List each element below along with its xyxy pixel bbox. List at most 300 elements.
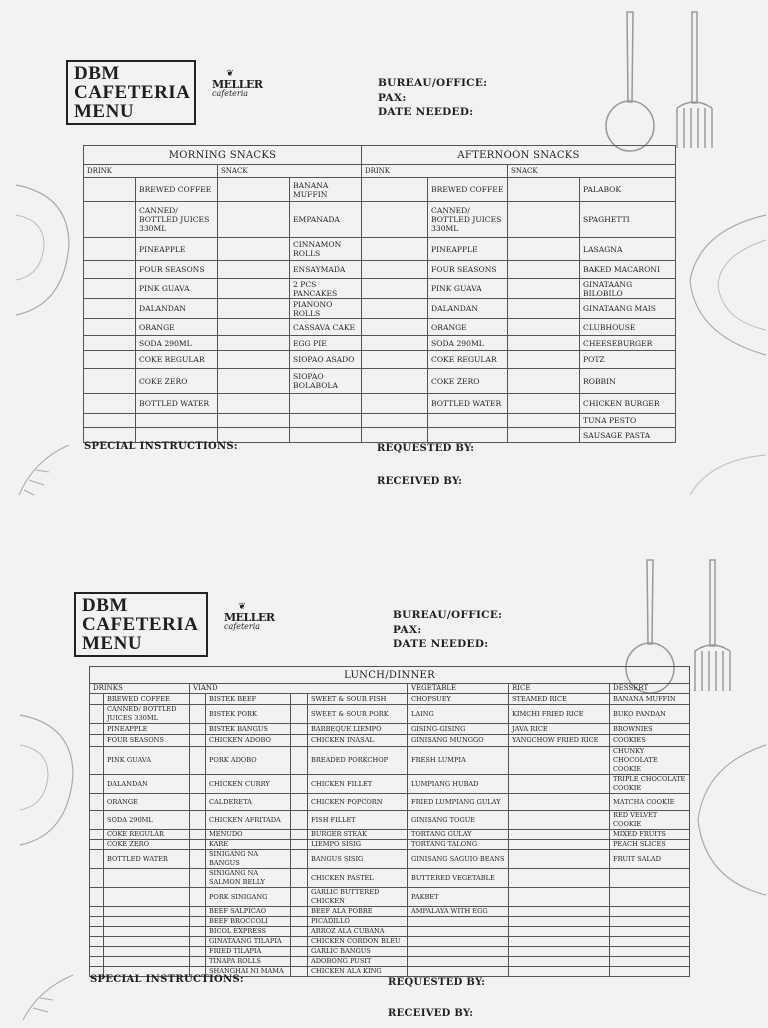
- drink-subheader: DRINK: [362, 165, 508, 178]
- checkbox-cell[interactable]: [90, 907, 104, 917]
- viand-item: ARROZ ALA CUBANA: [308, 927, 408, 937]
- rice-item: [509, 850, 610, 869]
- checkbox-cell[interactable]: [508, 394, 580, 414]
- viand-item: BEEF BROCCOLI: [206, 917, 291, 927]
- vegetable-item: [408, 947, 509, 957]
- vegetable-item: [408, 957, 509, 967]
- afternoon-snack: BAKED MACARONI: [580, 261, 676, 279]
- special-instructions-label: SPECIAL INSTRUCTIONS:: [84, 441, 238, 452]
- received-by-label: RECEIVED BY:: [388, 1008, 474, 1019]
- checkbox-cell[interactable]: [84, 394, 136, 414]
- cafeteria-logo: ❦ MELLER cafeteria: [212, 69, 263, 98]
- viand-item: BARBEQUE LIEMPO: [308, 724, 408, 735]
- checkbox-cell[interactable]: [508, 428, 580, 443]
- vegetable-item: GINISANG SAGUIO BEANS: [408, 850, 509, 869]
- checkbox-cell[interactable]: [291, 811, 308, 830]
- checkbox-cell[interactable]: [90, 705, 104, 724]
- table-row: [84, 351, 676, 369]
- checkbox-cell[interactable]: [190, 735, 206, 747]
- checkbox-cell[interactable]: [291, 794, 308, 811]
- table-row: [90, 907, 690, 917]
- afternoon-drink: ORANGE: [428, 319, 508, 336]
- viand-item: CHICKEN ALA KING: [308, 967, 408, 977]
- rice-item: [509, 840, 610, 850]
- afternoon-snack: LASAGNA: [580, 238, 676, 261]
- dessert-item: [610, 957, 690, 967]
- checkbox-cell[interactable]: [84, 336, 136, 351]
- table-row: [84, 414, 676, 428]
- checkbox-cell[interactable]: [190, 927, 206, 937]
- vegetable-item: FRESH LUMPIA: [408, 747, 509, 775]
- drink-item: [104, 947, 190, 957]
- viand-item: KARE: [206, 840, 291, 850]
- checkbox-cell[interactable]: [508, 336, 580, 351]
- checkbox-cell[interactable]: [291, 724, 308, 735]
- checkbox-cell[interactable]: [84, 369, 136, 394]
- viand-item: SWEET & SOUR FISH: [308, 694, 408, 705]
- rice-item: [509, 747, 610, 775]
- rice-item: [509, 927, 610, 937]
- checkbox-cell[interactable]: [84, 319, 136, 336]
- checkbox-cell[interactable]: [291, 917, 308, 927]
- viand-item: BISTEK BANGUS: [206, 724, 291, 735]
- afternoon-snack: GINATAANG BILOBILO: [580, 279, 676, 299]
- checkbox-cell[interactable]: [291, 830, 308, 840]
- dessert-item: BROWNIES: [610, 724, 690, 735]
- checkbox-cell[interactable]: [218, 336, 290, 351]
- afternoon-snack: CLUBHOUSE: [580, 319, 676, 336]
- dessert-item: [610, 869, 690, 888]
- viand-item: FISH FILLET: [308, 811, 408, 830]
- table-row: [90, 694, 690, 705]
- egg-sketch-icon: [18, 705, 78, 859]
- checkbox-cell[interactable]: [90, 869, 104, 888]
- dessert-item: [610, 967, 690, 977]
- checkbox-cell[interactable]: [508, 279, 580, 299]
- table-row: [84, 202, 676, 238]
- viand-item: MENUDO: [206, 830, 291, 840]
- drink-item: FOUR SEASONS: [104, 735, 190, 747]
- afternoon-drink: SODA 290ML: [428, 336, 508, 351]
- vegetable-item: [408, 937, 509, 947]
- plate-sketch-icon: [680, 445, 768, 509]
- morning-drink: PINEAPPLE: [136, 238, 218, 261]
- table-row: [90, 957, 690, 967]
- vegetable-item: TORTANG TALONG: [408, 840, 509, 850]
- checkbox-cell[interactable]: [84, 261, 136, 279]
- checkbox-cell[interactable]: [90, 811, 104, 830]
- viand-item: CALDERETA: [206, 794, 291, 811]
- checkbox-cell[interactable]: [190, 947, 206, 957]
- checkbox-cell[interactable]: [508, 202, 580, 238]
- table-row: [90, 735, 690, 747]
- checkbox-cell[interactable]: [218, 178, 290, 202]
- checkbox-cell[interactable]: [218, 238, 290, 261]
- dessert-item: BUKO PANDAN: [610, 705, 690, 724]
- checkbox-cell[interactable]: [291, 907, 308, 917]
- checkbox-cell[interactable]: [90, 794, 104, 811]
- vegetable-item: CHOPSUEY: [408, 694, 509, 705]
- snacks-table: [83, 145, 676, 443]
- morning-snack: SIOPAO ASADO: [290, 351, 362, 369]
- morning-snack: EGG PIE: [290, 336, 362, 351]
- checkbox-cell[interactable]: [508, 319, 580, 336]
- checkbox-cell[interactable]: [90, 747, 104, 775]
- dessert-item: RED VELVET COOKIE: [610, 811, 690, 830]
- checkbox-cell[interactable]: [190, 811, 206, 830]
- morning-drink: BOTTLED WATER: [136, 394, 218, 414]
- morning-drink: SODA 290ML: [136, 336, 218, 351]
- checkbox-cell[interactable]: [190, 830, 206, 840]
- checkbox-cell[interactable]: [218, 299, 290, 319]
- drink-item: SODA 290ML: [104, 811, 190, 830]
- morning-snack: [290, 414, 362, 428]
- order-meta: [378, 76, 487, 120]
- afternoon-drink: COKE REGULAR: [428, 351, 508, 369]
- title-line: CAFETERIA: [74, 82, 191, 103]
- vegetable-item: GINISANG MUNGGO: [408, 735, 509, 747]
- checkbox-cell[interactable]: [362, 279, 428, 299]
- afternoon-snack: POTZ: [580, 351, 676, 369]
- checkbox-cell[interactable]: [291, 888, 308, 907]
- bread-sketch-icon: [690, 740, 768, 904]
- pax-label: PAX:: [378, 91, 407, 104]
- fork-icon: [690, 556, 735, 696]
- checkbox-cell[interactable]: [291, 735, 308, 747]
- checkbox-cell[interactable]: [90, 947, 104, 957]
- table-row: [90, 811, 690, 830]
- checkbox-cell[interactable]: [291, 957, 308, 967]
- rice-item: STEAMED RICE: [509, 694, 610, 705]
- drink-item: [104, 937, 190, 947]
- checkbox-cell[interactable]: [508, 238, 580, 261]
- viand-item: BISTEK PORK: [206, 705, 291, 724]
- checkbox-cell[interactable]: [218, 394, 290, 414]
- title-line: DBM: [74, 63, 120, 84]
- drinks-subheader: DRINKS: [90, 684, 190, 694]
- checkbox-cell[interactable]: [190, 957, 206, 967]
- morning-drink: PINK GUAVA: [136, 279, 218, 299]
- dessert-item: PEACH SLICES: [610, 840, 690, 850]
- checkbox-cell[interactable]: [90, 775, 104, 794]
- table-row: [90, 917, 690, 927]
- viand-item: BISTEK BEEF: [206, 694, 291, 705]
- checkbox-cell[interactable]: [508, 178, 580, 202]
- checkbox-cell[interactable]: [90, 850, 104, 869]
- checkbox-cell[interactable]: [362, 394, 428, 414]
- spoon-icon: [600, 8, 660, 153]
- dessert-item: COOKIES: [610, 735, 690, 747]
- checkbox-cell[interactable]: [84, 202, 136, 238]
- viand-item: CHICKEN FILLET: [308, 775, 408, 794]
- checkbox-cell[interactable]: [90, 937, 104, 947]
- rice-item: [509, 775, 610, 794]
- checkbox-cell[interactable]: [190, 694, 206, 705]
- checkbox-cell[interactable]: [84, 178, 136, 202]
- table-row: [84, 394, 676, 414]
- morning-snack: BANANA MUFFIN: [290, 178, 362, 202]
- requested-by-label: REQUESTED BY:: [388, 977, 486, 988]
- viand-item: PICADILLO: [308, 917, 408, 927]
- afternoon-drink: BREWED COFFEE: [428, 178, 508, 202]
- vegetable-item: BUTTERED VEGETABLE: [408, 869, 509, 888]
- checkbox-cell[interactable]: [84, 299, 136, 319]
- dessert-item: FRUIT SALAD: [610, 850, 690, 869]
- checkbox-cell[interactable]: [218, 351, 290, 369]
- rice-item: [509, 947, 610, 957]
- checkbox-cell[interactable]: [84, 279, 136, 299]
- checkbox-cell[interactable]: [362, 336, 428, 351]
- checkbox-cell[interactable]: [291, 775, 308, 794]
- vegetable-item: GISING-GISING: [408, 724, 509, 735]
- afternoon-drink: FOUR SEASONS: [428, 261, 508, 279]
- table-row: [90, 840, 690, 850]
- table-row: [84, 261, 676, 279]
- herb-sketch-icon: [18, 970, 78, 1028]
- morning-snack: PIANONO ROLLS: [290, 299, 362, 319]
- title-line: CAFETERIA: [82, 614, 199, 635]
- drink-item: PINK GUAVA: [104, 747, 190, 775]
- checkbox-cell[interactable]: [218, 319, 290, 336]
- checkbox-cell[interactable]: [190, 917, 206, 927]
- afternoon-drink: DALANDAN: [428, 299, 508, 319]
- vegetable-item: [408, 967, 509, 977]
- checkbox-cell[interactable]: [362, 369, 428, 394]
- afternoon-snack: CHEESEBURGER: [580, 336, 676, 351]
- afternoon-drink: PINK GUAVA: [428, 279, 508, 299]
- checkbox-cell[interactable]: [190, 747, 206, 775]
- viand-item: CHICKEN CURRY: [206, 775, 291, 794]
- checkbox-cell[interactable]: [190, 869, 206, 888]
- checkbox-cell[interactable]: [218, 369, 290, 394]
- checkbox-cell[interactable]: [190, 907, 206, 917]
- dessert-item: [610, 917, 690, 927]
- checkbox-cell[interactable]: [291, 840, 308, 850]
- checkbox-cell[interactable]: [508, 351, 580, 369]
- drink-item: BREWED COFFEE: [104, 694, 190, 705]
- table-row: [90, 794, 690, 811]
- checkbox-cell[interactable]: [508, 414, 580, 428]
- drink-item: COKE ZERO: [104, 840, 190, 850]
- afternoon-snack: CHICKEN BURGER: [580, 394, 676, 414]
- checkbox-cell[interactable]: [90, 957, 104, 967]
- checkbox-cell[interactable]: [90, 724, 104, 735]
- dessert-item: TRIPLE CHOCOLATE COOKIE: [610, 775, 690, 794]
- checkbox-cell[interactable]: [190, 840, 206, 850]
- checkbox-cell[interactable]: [508, 299, 580, 319]
- dessert-subheader: DESSERT: [610, 684, 690, 694]
- rice-subheader: RICE: [509, 684, 610, 694]
- rice-item: [509, 869, 610, 888]
- requested-by-label: REQUESTED BY:: [377, 443, 475, 454]
- checkbox-cell[interactable]: [84, 414, 136, 428]
- table-row: [84, 336, 676, 351]
- table-row: [90, 747, 690, 775]
- title-line: MENU: [74, 101, 135, 122]
- vegetable-item: GINISANG TOGUE: [408, 811, 509, 830]
- afternoon-snack: SPAGHETTI: [580, 202, 676, 238]
- viand-item: PORK ADOBO: [206, 747, 291, 775]
- vegetable-item: LAING: [408, 705, 509, 724]
- viand-item: BANGUS SISIG: [308, 850, 408, 869]
- viand-item: SINIGANG NA BANGUS: [206, 850, 291, 869]
- checkbox-cell[interactable]: [190, 705, 206, 724]
- drink-item: PINEAPPLE: [104, 724, 190, 735]
- checkbox-cell[interactable]: [291, 937, 308, 947]
- checkbox-cell[interactable]: [90, 830, 104, 840]
- checkbox-cell[interactable]: [508, 261, 580, 279]
- viand-item: BICOL EXPRESS: [206, 927, 291, 937]
- morning-drink: DALANDAN: [136, 299, 218, 319]
- checkbox-cell[interactable]: [90, 917, 104, 927]
- checkbox-cell[interactable]: [362, 178, 428, 202]
- checkbox-cell[interactable]: [362, 319, 428, 336]
- received-by-label: RECEIVED BY:: [377, 476, 463, 487]
- drink-item: ORANGE: [104, 794, 190, 811]
- morning-drink: ORANGE: [136, 319, 218, 336]
- viand-item: SHANGHAI NI MAMA: [206, 967, 291, 977]
- checkbox-cell[interactable]: [218, 202, 290, 238]
- morning-snack: CINNAMON ROLLS: [290, 238, 362, 261]
- lunch-dinner-form: [0, 540, 768, 1024]
- rice-item: YANGCHOW FRIED RICE: [509, 735, 610, 747]
- viand-item: GARLIC BUTTERED CHICKEN: [308, 888, 408, 907]
- checkbox-cell[interactable]: [362, 428, 428, 443]
- title-line: DBM: [82, 595, 128, 616]
- vegetable-item: TORTANG GULAY: [408, 830, 509, 840]
- morning-snack: [290, 428, 362, 443]
- leaf-icon: ❦: [226, 69, 234, 79]
- table-row: [90, 850, 690, 869]
- rice-item: [509, 957, 610, 967]
- drink-item: COKE REGULAR: [104, 830, 190, 840]
- checkbox-cell[interactable]: [218, 414, 290, 428]
- morning-snack: 2 PCS PANCAKES: [290, 279, 362, 299]
- checkbox-cell[interactable]: [291, 967, 308, 977]
- drink-item: [104, 917, 190, 927]
- vegetable-item: PAKBET: [408, 888, 509, 907]
- checkbox-cell[interactable]: [362, 261, 428, 279]
- drink-item: CANNED/ BOTTLED JUICES 330ML: [104, 705, 190, 724]
- snack-subheader: SNACK: [508, 165, 676, 178]
- checkbox-cell[interactable]: [291, 947, 308, 957]
- checkbox-cell[interactable]: [90, 735, 104, 747]
- order-meta: [393, 608, 502, 652]
- checkbox-cell[interactable]: [90, 888, 104, 907]
- checkbox-cell[interactable]: [218, 279, 290, 299]
- checkbox-cell[interactable]: [84, 351, 136, 369]
- checkbox-cell[interactable]: [291, 694, 308, 705]
- table-row: [90, 705, 690, 724]
- checkbox-cell[interactable]: [190, 794, 206, 811]
- morning-snack: CASSAVA CAKE: [290, 319, 362, 336]
- bureau-office-label: BUREAU/OFFICE:: [393, 609, 503, 621]
- afternoon-snacks-header: AFTERNOON SNACKS: [362, 146, 676, 165]
- dessert-item: [610, 947, 690, 957]
- bureau-office-label: BUREAU/OFFICE:: [378, 77, 488, 89]
- afternoon-drink: PINEAPPLE: [428, 238, 508, 261]
- egg-sketch-icon: [14, 175, 74, 329]
- vegetable-item: LUMPIANG HUBAD: [408, 775, 509, 794]
- checkbox-cell[interactable]: [362, 351, 428, 369]
- menu-title: [74, 592, 208, 657]
- viand-item: BEEF SALPICAO: [206, 907, 291, 917]
- checkbox-cell[interactable]: [84, 238, 136, 261]
- checkbox-cell[interactable]: [190, 724, 206, 735]
- viand-item: CHICKEN ADOBO: [206, 735, 291, 747]
- viand-item: FRIED TILAPIA: [206, 947, 291, 957]
- checkbox-cell[interactable]: [362, 202, 428, 238]
- table-row: [90, 724, 690, 735]
- morning-snack: ENSAYMADA: [290, 261, 362, 279]
- rice-item: [509, 907, 610, 917]
- checkbox-cell[interactable]: [291, 850, 308, 869]
- checkbox-cell[interactable]: [90, 927, 104, 937]
- checkbox-cell[interactable]: [291, 705, 308, 724]
- checkbox-cell[interactable]: [291, 927, 308, 937]
- table-row: [84, 299, 676, 319]
- morning-snacks-header: MORNING SNACKS: [84, 146, 362, 165]
- checkbox-cell[interactable]: [291, 747, 308, 775]
- table-row: [90, 927, 690, 937]
- vegetable-item: AMPALAYA WITH EGG: [408, 907, 509, 917]
- checkbox-cell[interactable]: [190, 850, 206, 869]
- rice-item: JAVA RICE: [509, 724, 610, 735]
- checkbox-cell[interactable]: [218, 261, 290, 279]
- drink-item: [104, 907, 190, 917]
- bread-sketch-icon: [680, 210, 768, 364]
- viand-item: CHICKEN AFRITADA: [206, 811, 291, 830]
- checkbox-cell[interactable]: [190, 937, 206, 947]
- morning-snack: EMPANADA: [290, 202, 362, 238]
- dessert-item: [610, 907, 690, 917]
- viand-item: BREADED PORKCHOP: [308, 747, 408, 775]
- table-row: [90, 775, 690, 794]
- checkbox-cell[interactable]: [190, 888, 206, 907]
- checkbox-cell[interactable]: [362, 238, 428, 261]
- rice-item: [509, 937, 610, 947]
- drink-item: DALANDAN: [104, 775, 190, 794]
- checkbox-cell[interactable]: [508, 369, 580, 394]
- morning-drink: CANNED/ BOTTLED JUICES 330ML: [136, 202, 218, 238]
- rice-item: [509, 917, 610, 927]
- afternoon-snack: ROBBIN: [580, 369, 676, 394]
- rice-item: [509, 967, 610, 977]
- drink-item: [104, 957, 190, 967]
- herb-sketch-icon: [14, 440, 74, 504]
- checkbox-cell[interactable]: [90, 694, 104, 705]
- table-row: [84, 178, 676, 202]
- table-row: [84, 238, 676, 261]
- special-instructions-label: SPECIAL INSTRUCTIONS:: [90, 974, 244, 985]
- table-row: [84, 279, 676, 299]
- checkbox-cell[interactable]: [190, 775, 206, 794]
- rice-item: [509, 794, 610, 811]
- vegetable-item: [408, 917, 509, 927]
- checkbox-cell[interactable]: [291, 869, 308, 888]
- menu-title: [66, 60, 196, 125]
- dessert-item: [610, 937, 690, 947]
- rice-item: [509, 888, 610, 907]
- checkbox-cell[interactable]: [362, 299, 428, 319]
- viand-item: CHICKEN INASAL: [308, 735, 408, 747]
- cafeteria-logo: ❦ MELLER cafeteria: [224, 602, 275, 631]
- drink-item: [104, 869, 190, 888]
- checkbox-cell[interactable]: [362, 414, 428, 428]
- dessert-item: [610, 927, 690, 937]
- viand-item: GINATAANG TILAPIA: [206, 937, 291, 947]
- checkbox-cell[interactable]: [90, 840, 104, 850]
